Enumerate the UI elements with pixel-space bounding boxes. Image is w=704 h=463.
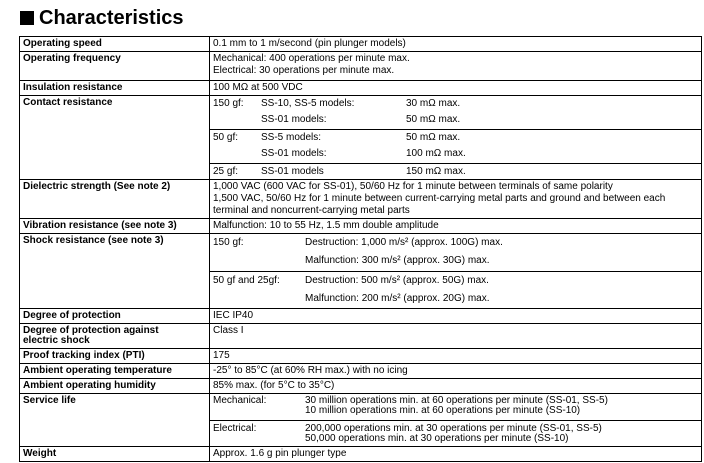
row-value bbox=[210, 180, 702, 219]
table-row bbox=[20, 447, 702, 462]
row-value: 0.1 mm to 1 m/second (pin plunger models) bbox=[210, 37, 702, 52]
destruction-value: Destruction: 1,000 m/s² (approx. 100G) max. bbox=[305, 237, 503, 248]
row-value bbox=[210, 234, 702, 309]
force-label: 25 gf: bbox=[213, 166, 239, 177]
resistance-value: 50 mΩ max. bbox=[406, 114, 461, 125]
model-label: SS-01 models: bbox=[261, 148, 327, 159]
malfunction-value: Malfunction: 200 m/s² (approx. 20G) max. bbox=[305, 293, 490, 304]
contact-entry bbox=[210, 129, 701, 146]
value-line: terminal and noncurrent-carrying metal parts bbox=[213, 205, 410, 216]
contact-entry bbox=[210, 96, 701, 112]
value-line: 1,500 VAC, 50/60 Hz for 1 minute between current-carrying metal parts and ground and between each bbox=[213, 193, 666, 204]
value-line: 10 million operations min. at 60 operations per minute (SS-10) bbox=[305, 405, 581, 416]
value-line: 1,000 VAC (600 VAC for SS-01), 50/60 Hz for 1 minute between terminals of same polarity bbox=[213, 181, 613, 192]
shock-entry bbox=[210, 271, 701, 290]
table-row bbox=[20, 96, 702, 180]
value-line: 200,000 operations min. at 30 operations per minute (SS-01, SS-5) bbox=[305, 423, 602, 434]
row-label: Ambient operating temperature bbox=[20, 364, 210, 379]
row-label: Shock resistance (see note 3) bbox=[20, 234, 210, 309]
model-label: SS-01 models bbox=[261, 166, 324, 177]
table-row bbox=[20, 180, 702, 219]
row-value: Approx. 1.6 g pin plunger type bbox=[210, 447, 702, 462]
table-row bbox=[20, 234, 702, 309]
service-lines bbox=[305, 424, 602, 444]
shock-entry bbox=[210, 234, 701, 252]
destruction-value: Destruction: 500 m/s² (approx. 50G) max. bbox=[305, 275, 489, 286]
characteristics-table bbox=[19, 36, 702, 462]
service-entry bbox=[210, 394, 701, 420]
contact-entry bbox=[210, 146, 701, 163]
force-label bbox=[213, 148, 261, 160]
row-value: Malfunction: 10 to 55 Hz, 1.5 mm double amplitude bbox=[210, 219, 702, 234]
row-label: Vibration resistance (see note 3) bbox=[20, 219, 210, 234]
model-label: SS-10, SS-5 models: bbox=[261, 98, 355, 109]
resistance-value: 100 mΩ max. bbox=[406, 148, 466, 159]
heading-square-icon bbox=[20, 11, 34, 25]
table-row bbox=[20, 364, 702, 379]
row-label: Weight bbox=[20, 447, 210, 462]
row-label: Insulation resistance bbox=[20, 81, 210, 96]
row-value bbox=[210, 394, 702, 447]
row-label: Contact resistance bbox=[20, 96, 210, 180]
service-kind: Electrical: bbox=[213, 423, 257, 434]
model-label: SS-5 models: bbox=[261, 132, 322, 143]
service-entry bbox=[210, 420, 701, 446]
shock-entry bbox=[210, 290, 701, 308]
row-label: Operating frequency bbox=[20, 52, 210, 81]
table-row bbox=[20, 37, 702, 52]
value-line: 50,000 operations min. at 30 operations per minute (SS-10) bbox=[305, 433, 569, 444]
row-value: 85% max. (for 5°C to 35°C) bbox=[210, 379, 702, 394]
contact-entry bbox=[210, 112, 701, 129]
force-label: 150 gf: bbox=[213, 237, 244, 248]
row-value bbox=[210, 96, 702, 180]
value-line: Mechanical: 400 operations per minute max. bbox=[213, 53, 410, 64]
resistance-value: 150 mΩ max. bbox=[406, 166, 466, 177]
table-row bbox=[20, 394, 702, 447]
row-label: Dielectric strength (See note 2) bbox=[20, 180, 210, 219]
row-value: IEC IP40 bbox=[210, 309, 702, 324]
row-value: 175 bbox=[210, 349, 702, 364]
row-label: Ambient operating humidity bbox=[20, 379, 210, 394]
row-value: Class I bbox=[210, 324, 702, 349]
force-label: 150 gf: bbox=[213, 98, 244, 109]
table-row bbox=[20, 219, 702, 234]
table-row bbox=[20, 309, 702, 324]
force-label bbox=[213, 114, 261, 126]
label-line: Degree of protection against bbox=[23, 325, 159, 336]
contact-entry bbox=[210, 163, 701, 179]
service-kind: Mechanical: bbox=[213, 395, 267, 406]
service-lines bbox=[305, 396, 608, 416]
model-label: SS-01 models: bbox=[261, 114, 327, 125]
table-row bbox=[20, 379, 702, 394]
page-title: Characteristics bbox=[39, 6, 184, 29]
label-line: electric shock bbox=[23, 335, 90, 346]
table-row bbox=[20, 324, 702, 349]
row-label: Operating speed bbox=[20, 37, 210, 52]
row-value: 100 MΩ at 500 VDC bbox=[210, 81, 702, 96]
table-row bbox=[20, 81, 702, 96]
row-label: Service life bbox=[20, 394, 210, 447]
row-value bbox=[210, 52, 702, 81]
row-label: Degree of protection bbox=[20, 309, 210, 324]
malfunction-value: Malfunction: 300 m/s² (approx. 30G) max. bbox=[305, 255, 490, 266]
resistance-value: 30 mΩ max. bbox=[406, 98, 461, 109]
resistance-value: 50 mΩ max. bbox=[406, 132, 461, 143]
section-heading bbox=[20, 6, 184, 30]
table-row bbox=[20, 349, 702, 364]
row-value: -25° to 85°C (at 60% RH max.) with no icing bbox=[210, 364, 702, 379]
row-label bbox=[20, 324, 210, 349]
row-label: Proof tracking index (PTI) bbox=[20, 349, 210, 364]
force-label: 50 gf: bbox=[213, 132, 239, 143]
value-line: Electrical: 30 operations per minute max. bbox=[213, 65, 395, 76]
shock-entry bbox=[210, 252, 701, 271]
value-line: 30 million operations min. at 60 operations per minute (SS-01, SS-5) bbox=[305, 395, 608, 406]
force-label: 50 gf and 25gf: bbox=[213, 275, 280, 286]
table-row bbox=[20, 52, 702, 81]
